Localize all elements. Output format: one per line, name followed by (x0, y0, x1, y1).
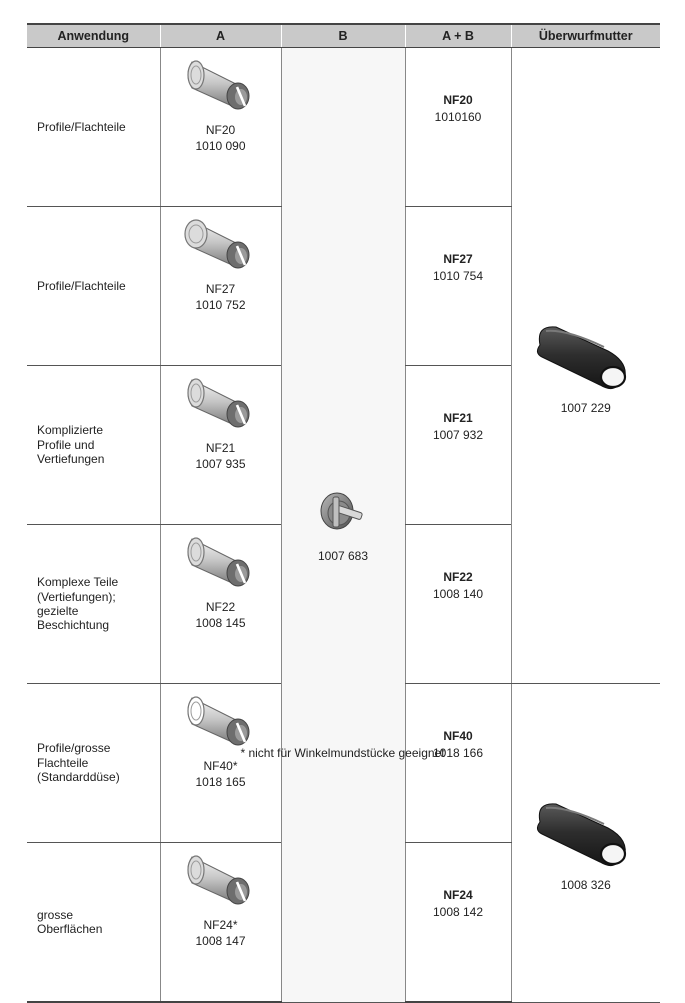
nozzle-ab-name: NF27 (443, 252, 473, 266)
nozzle-ab-number: 1010160 (434, 109, 482, 124)
nozzle-table (27, 23, 660, 1003)
application-text: Profile und (37, 437, 95, 452)
nozzle-ab-number: 1007 932 (432, 427, 484, 442)
nozzle-ab-number: 1008 140 (432, 586, 484, 601)
application-text: (Standarddüse) (37, 770, 120, 785)
application-cell (27, 843, 160, 1003)
union-nut-long-icon (526, 794, 646, 874)
union-nut-number: 1008 326 (560, 877, 611, 892)
nozzle-a-number: 1010 752 (195, 298, 246, 313)
nozzle-a-cell (160, 207, 281, 366)
nozzle-flat-tip-icon (182, 531, 260, 595)
nozzle-ab-name: NF24 (443, 888, 473, 902)
nozzle-ab-cell (405, 843, 511, 1003)
nozzle-flat-tip-icon (182, 54, 260, 118)
nozzle-ab-cell (405, 366, 511, 525)
nozzle-flat-tip-icon (182, 849, 260, 913)
nozzle-a-name: NF21 (205, 441, 236, 455)
nozzle-ab-cell (405, 684, 511, 843)
nozzle-a-cell (160, 684, 281, 843)
application-cell (27, 48, 160, 207)
header-ab: A + B (405, 24, 511, 48)
nozzle-ab-number: 1008 142 (432, 904, 484, 919)
application-cell (27, 207, 160, 366)
union-nut-cell (511, 684, 660, 1003)
header-b: B (281, 24, 405, 48)
application-text: Komplizierte (37, 423, 104, 438)
table-row (27, 48, 660, 207)
application-text: Vertiefungen (37, 452, 105, 467)
application-text: Oberflächen (37, 922, 103, 936)
application-text: (Vertiefungen); (37, 589, 116, 604)
nozzle-ab-name: NF22 (443, 570, 473, 584)
nozzle-a-number: 1008 147 (195, 934, 246, 949)
application-text: Flachteile (37, 755, 89, 770)
nozzle-ab-name: NF40 (443, 729, 473, 743)
nozzle-ab-cell (405, 48, 511, 207)
nozzle-ab-cell (405, 525, 511, 684)
application-text: grosse (37, 907, 74, 922)
header-row (27, 24, 660, 48)
nozzle-ab-name: NF20 (443, 93, 473, 107)
application-text: Komplexe Teile (37, 575, 119, 590)
nozzle-ab-name: NF21 (443, 411, 473, 425)
nozzle-a-cell (160, 366, 281, 525)
union-nut-cell (511, 48, 660, 684)
application-cell (27, 525, 160, 684)
union-nut-number: 1007 229 (560, 400, 611, 415)
header-ueberwurfmutter: Überwurfmutter (511, 24, 660, 48)
application-text: Beschichtung (37, 618, 110, 633)
nozzle-a-name: NF22 (205, 600, 236, 614)
nozzle-ab-cell (405, 207, 511, 366)
part-b-number: 1007 683 (317, 548, 369, 563)
nozzle-open-tip-icon (182, 690, 260, 754)
nozzle-a-name: NF20 (205, 123, 236, 137)
footnote: * nicht für Winkelmundstücke geeignet (240, 746, 445, 760)
application-text: gezielte (37, 604, 79, 618)
nozzle-a-number: 1008 145 (195, 616, 246, 631)
union-nut-short-icon (526, 317, 646, 397)
nozzle-a-name: NF24* (203, 918, 238, 932)
nozzle-a-cell (160, 48, 281, 207)
application-cell (27, 684, 160, 843)
nozzle-ab-number: 1018 166 (432, 745, 484, 760)
nozzle-ab-number: 1010 754 (432, 268, 484, 283)
part-b-cell (281, 48, 405, 1003)
nozzle-flat-tip-icon (182, 372, 260, 436)
header-a: A (160, 24, 281, 48)
nozzle-a-cell (160, 525, 281, 684)
nozzle-a-number: 1018 165 (195, 775, 246, 790)
application-text: Profile/Flachteile (37, 278, 126, 293)
nozzle-a-number: 1007 935 (195, 457, 246, 472)
nozzle-wide-tip-icon (182, 213, 260, 277)
header-anwendung: Anwendung (27, 24, 160, 48)
deflector-insert-icon (315, 487, 371, 541)
nozzle-a-name: NF27 (205, 282, 236, 296)
application-text: Profile/Flachteile (37, 119, 126, 134)
nozzle-a-cell (160, 843, 281, 1003)
nozzle-a-number: 1010 090 (195, 139, 246, 154)
application-cell (27, 366, 160, 525)
nozzle-a-name: NF40* (203, 759, 238, 773)
application-text: Profile/grosse (37, 741, 111, 756)
